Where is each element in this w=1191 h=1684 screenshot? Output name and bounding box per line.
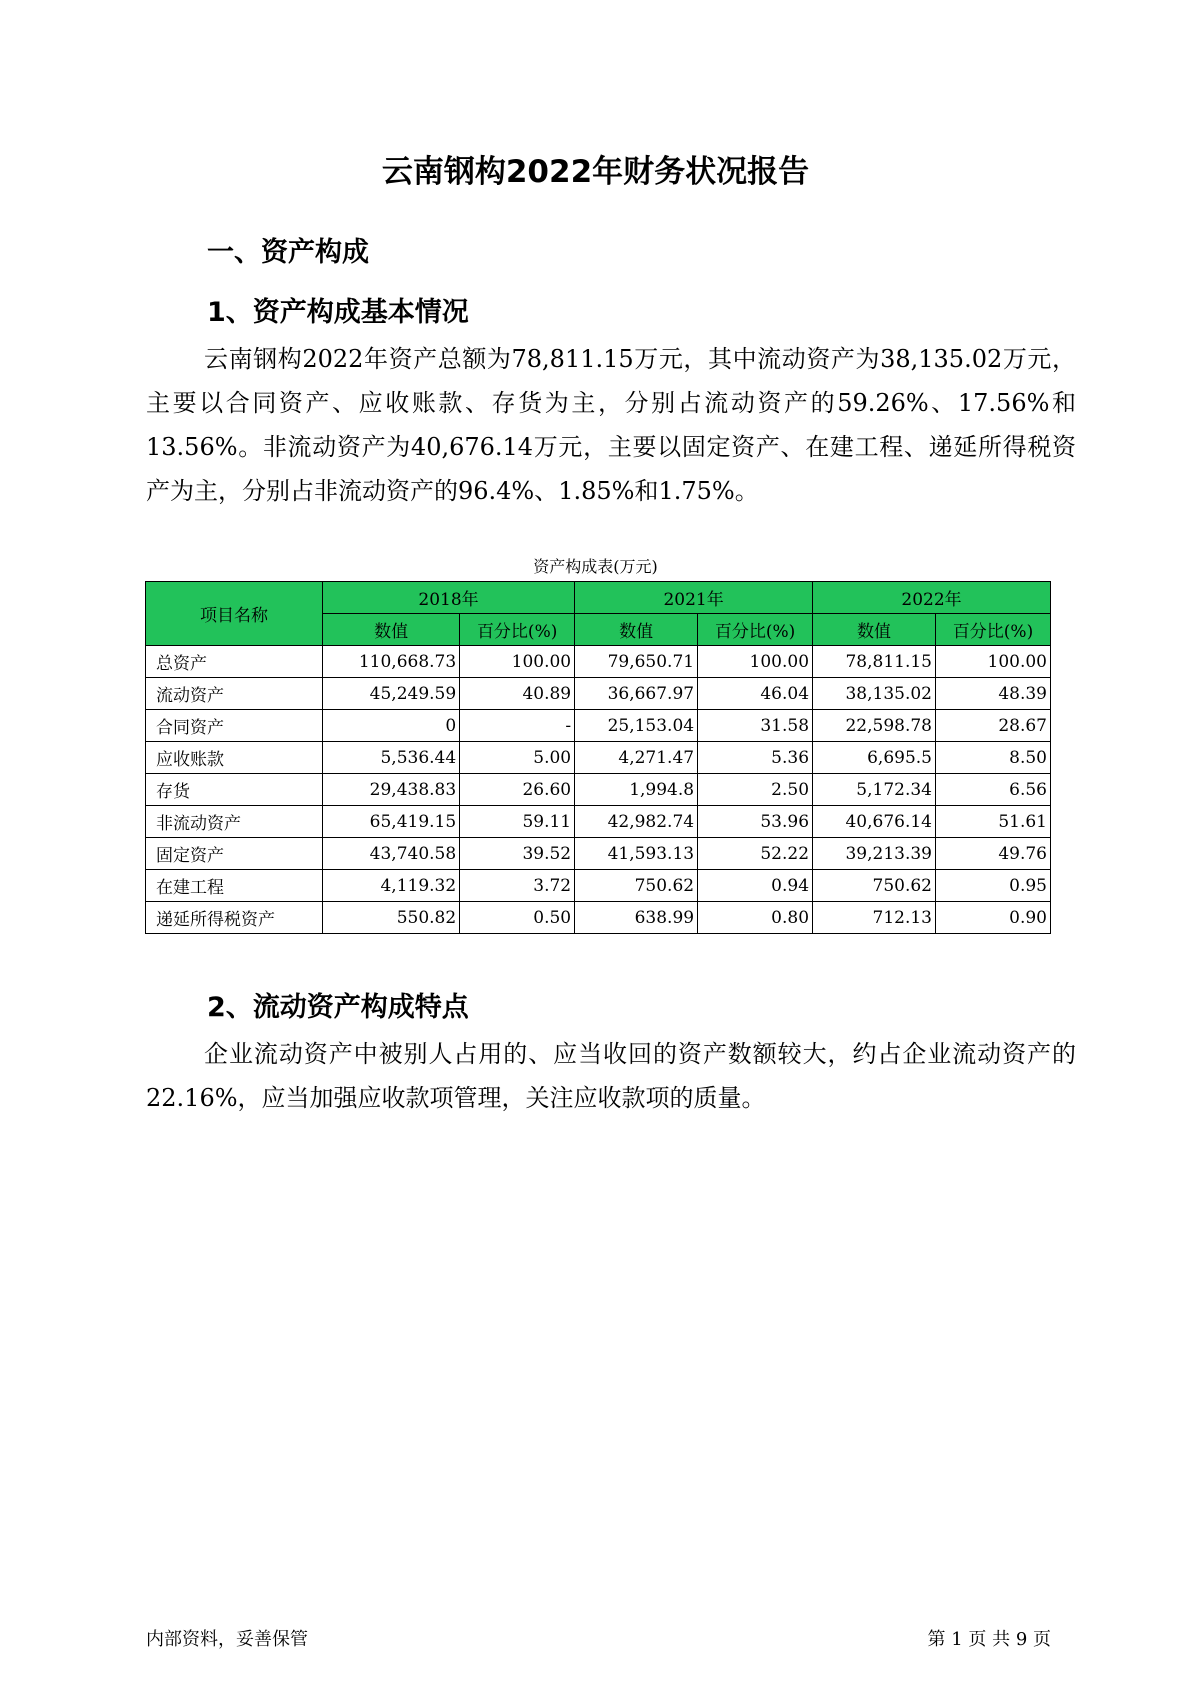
- table-row: [146, 678, 1051, 710]
- cell-value: 38,135.02: [813, 678, 936, 710]
- cell-percent: 100.00: [698, 646, 813, 678]
- cell-percent: 0.94: [698, 870, 813, 902]
- cell-value: 5,536.44: [323, 742, 460, 774]
- row-label: 固定资产: [146, 838, 323, 870]
- header-pct: 百分比(%): [936, 614, 1051, 646]
- cell-percent: 52.22: [698, 838, 813, 870]
- table-row: [146, 806, 1051, 838]
- cell-value: 39,213.39: [813, 838, 936, 870]
- subsection-heading-current-assets: 2、流动资产构成特点: [207, 992, 469, 1023]
- cell-percent: 0.95: [936, 870, 1051, 902]
- cell-value: 45,249.59: [323, 678, 460, 710]
- paragraph-basic: 云南钢构2022年资产总额为78,811.15万元，其中流动资产为38,135.02万元，主要以合同资产、应收账款、存货为主，分别占流动资产的59.26%、17.56%和13.56%。非流动资产为40,676.14万元，主要以固定资产、在建工程、递延所得税资产为主，分别占非流动资产的96.4%、1.85%和1.75%。: [146, 345, 1076, 505]
- footer-confidential: 内部资料，妥善保管: [146, 1629, 308, 1650]
- subsection-heading-basic: 1、资产构成基本情况: [207, 297, 469, 328]
- table-row: [146, 742, 1051, 774]
- header-year-2021: 2021年: [575, 582, 813, 614]
- cell-percent: 0.90: [936, 902, 1051, 934]
- cell-value: 79,650.71: [575, 646, 698, 678]
- cell-percent: 53.96: [698, 806, 813, 838]
- cell-value: 750.62: [575, 870, 698, 902]
- cell-percent: 31.58: [698, 710, 813, 742]
- cell-percent: 28.67: [936, 710, 1051, 742]
- cell-percent: 49.76: [936, 838, 1051, 870]
- cell-value: 25,153.04: [575, 710, 698, 742]
- asset-composition-table: [145, 581, 1051, 934]
- cell-value: 0: [323, 710, 460, 742]
- cell-percent: 2.50: [698, 774, 813, 806]
- cell-value: 6,695.5: [813, 742, 936, 774]
- header-pct: 百分比(%): [698, 614, 813, 646]
- cell-percent: 26.60: [460, 774, 575, 806]
- header-value: 数值: [323, 614, 460, 646]
- cell-value: 750.62: [813, 870, 936, 902]
- row-label: 非流动资产: [146, 806, 323, 838]
- table-row: [146, 902, 1051, 934]
- cell-value: 22,598.78: [813, 710, 936, 742]
- header-pct: 百分比(%): [460, 614, 575, 646]
- table-header-row: [146, 582, 1051, 614]
- cell-value: 110,668.73: [323, 646, 460, 678]
- cell-value: 36,667.97: [575, 678, 698, 710]
- cell-value: 5,172.34: [813, 774, 936, 806]
- header-item-name: 项目名称: [146, 582, 323, 646]
- cell-value: 42,982.74: [575, 806, 698, 838]
- cell-value: 40,676.14: [813, 806, 936, 838]
- cell-percent: 8.50: [936, 742, 1051, 774]
- cell-value: 41,593.13: [575, 838, 698, 870]
- cell-percent: 48.39: [936, 678, 1051, 710]
- table-row: [146, 646, 1051, 678]
- cell-value: 1,994.8: [575, 774, 698, 806]
- row-label: 存货: [146, 774, 323, 806]
- paragraph-current-assets: 企业流动资产中被别人占用的、应当收回的资产数额较大，约占企业流动资产的22.16%，应当加强应收款项管理，关注应收款项的质量。: [146, 1040, 1076, 1112]
- table-caption: 资产构成表(万元): [533, 557, 658, 576]
- table-row: [146, 710, 1051, 742]
- row-label: 在建工程: [146, 870, 323, 902]
- section-heading-asset-composition: 一、资产构成: [207, 237, 369, 268]
- cell-value: 4,119.32: [323, 870, 460, 902]
- cell-percent: -: [460, 710, 575, 742]
- table-row: [146, 870, 1051, 902]
- cell-percent: 39.52: [460, 838, 575, 870]
- cell-value: 29,438.83: [323, 774, 460, 806]
- row-label: 流动资产: [146, 678, 323, 710]
- cell-percent: 0.80: [698, 902, 813, 934]
- cell-percent: 3.72: [460, 870, 575, 902]
- table-row: [146, 838, 1051, 870]
- cell-percent: 51.61: [936, 806, 1051, 838]
- row-label: 合同资产: [146, 710, 323, 742]
- row-label: 递延所得税资产: [146, 902, 323, 934]
- cell-value: 550.82: [323, 902, 460, 934]
- table-row: [146, 774, 1051, 806]
- cell-value: 638.99: [575, 902, 698, 934]
- cell-value: 4,271.47: [575, 742, 698, 774]
- header-year-2018: 2018年: [323, 582, 575, 614]
- header-value: 数值: [813, 614, 936, 646]
- cell-percent: 40.89: [460, 678, 575, 710]
- footer-page-number: 第 1 页 共 9 页: [927, 1629, 1051, 1650]
- cell-value: 78,811.15: [813, 646, 936, 678]
- cell-value: 65,419.15: [323, 806, 460, 838]
- header-year-2022: 2022年: [813, 582, 1051, 614]
- cell-percent: 6.56: [936, 774, 1051, 806]
- cell-value: 43,740.58: [323, 838, 460, 870]
- cell-percent: 100.00: [936, 646, 1051, 678]
- cell-value: 712.13: [813, 902, 936, 934]
- cell-percent: 0.50: [460, 902, 575, 934]
- page-title: 云南钢构2022年财务状况报告: [381, 154, 810, 190]
- cell-percent: 59.11: [460, 806, 575, 838]
- cell-percent: 100.00: [460, 646, 575, 678]
- cell-percent: 5.00: [460, 742, 575, 774]
- header-value: 数值: [575, 614, 698, 646]
- cell-percent: 46.04: [698, 678, 813, 710]
- row-label: 总资产: [146, 646, 323, 678]
- row-label: 应收账款: [146, 742, 323, 774]
- cell-percent: 5.36: [698, 742, 813, 774]
